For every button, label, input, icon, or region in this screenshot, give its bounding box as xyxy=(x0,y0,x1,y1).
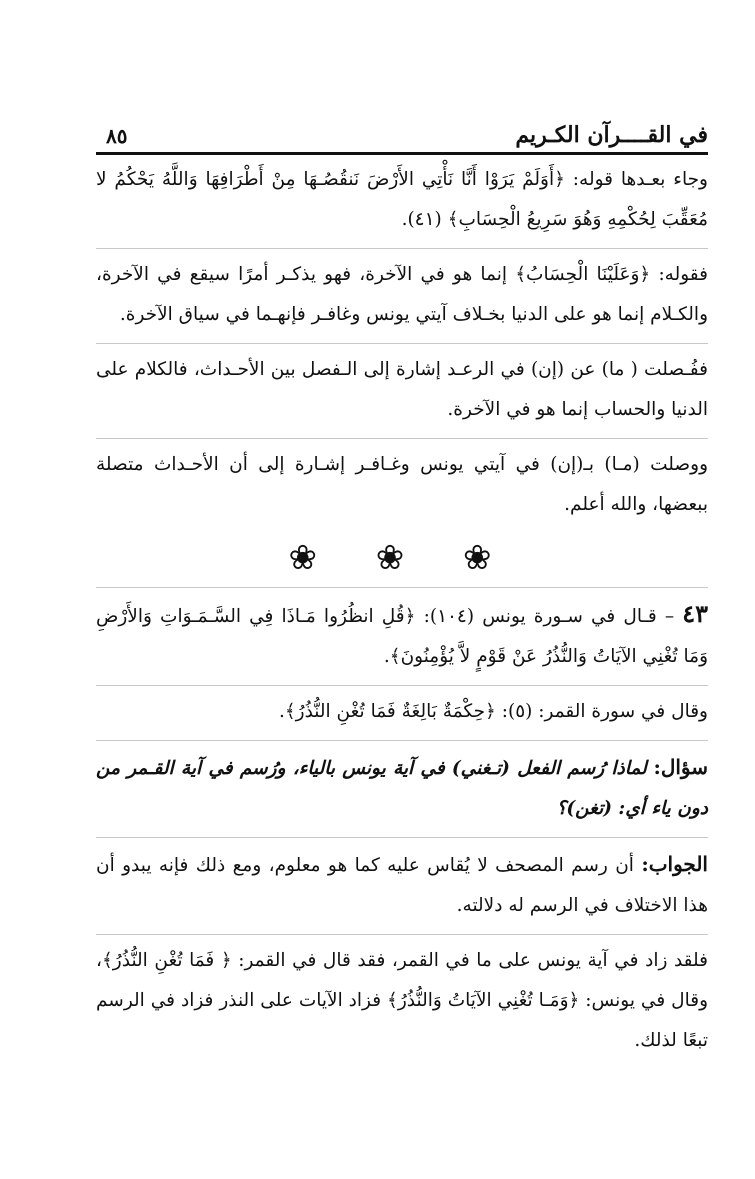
paragraph-1: وجاء بعـدها قوله: ﴿أَوَلَمْ يَرَوْا أَنَّا نَأْتِي الأَرْضَ نَنقُصُـهَا مِنْ أَطْرَافِهَا وَاللَّهُ يَحْكُمُ لا مُعَقِّبَ لِحُكْمِهِ وَهُوَ سَرِيعُ الْحِسَابِ﴾ (٤١). xyxy=(96,169,708,230)
paragraph-last: فلقد زاد في آية يونس على ما في القمر، فقد قال في القمر: ﴿ فَمَا تُغْنِ النُّذُرُ﴾، وقال في يونس: ﴿وَمَـا تُغْنِي الآيَاتُ وَالنُّذُرُ﴾ فزاد الآيات على النذر فزاد في الرسم تبعًا لذلك. xyxy=(96,934,708,1061)
answer-label: الجواب: xyxy=(641,852,708,876)
answer xyxy=(96,837,708,926)
page-header xyxy=(96,112,708,148)
running-title: في القــــرآن الكـريم xyxy=(515,122,708,148)
answer-text: أن رسم المصحف لا يُقاس عليه كما هو معلوم، ومع ذلك فإنه يبدو أن هذا الاختلاف في الرسم له دلالته. xyxy=(96,855,708,916)
section-43 xyxy=(96,587,708,677)
paragraph-3: ففُـصلت ( ما) عن (إن) في الرعـد إشارة إلى الـفصل بين الأحـداث، فالكلام على الدنيا والحساب إنما هو في الآخرة. xyxy=(96,343,708,430)
paragraph-qamar: وقال في سورة القمر: (٥): ﴿حِكْمَةٌ بَالِغَةٌ فَمَا تُغْنِ النُّذُرُ﴾. xyxy=(96,685,708,732)
flower-ornament: ❀ ❀ ❀ xyxy=(288,538,516,578)
section-number: ٤٣ xyxy=(682,599,708,628)
paragraph-2: فقوله: ﴿وَعَلَيْنَا الْحِسَابُ﴾ إنما هو في الآخرة، فهو يذكـر أمرًا سيقع في الآخرة، والكـلام إنما هو على الدنيا بخـلاف آيتي يونس وغافـر فإنهـما في سياق الآخرة. xyxy=(96,248,708,335)
question xyxy=(96,740,708,829)
question-text: لماذا رُسم الفعل (تـغني) في آية يونس بالياء، ورُسم في آية القـمر من دون ياء أي: (تغن)؟ xyxy=(96,758,708,819)
question-label: سؤال: xyxy=(653,755,708,779)
header-rule xyxy=(96,152,708,155)
page-number: ٨٥ xyxy=(106,124,128,148)
section-43-text: – قـال في سـورة يونس (١٠٤): ﴿قُلِ انظُرُوا مَـاذَا فِي السَّـمَـوَاتِ وَالأَرْضِ وَمَا تُغْنِي الآيَاتُ وَالنُّذُرُ عَنْ قَوْمٍ لاَّ يُؤْمِنُونَ﴾. xyxy=(96,606,708,667)
page-body xyxy=(96,160,708,1069)
paragraph-4: ووصلت (مـا) بـ(إن) في آيتي يونس وغـافـر إشـارة إلى أن الأحـداث متصلة ببعضها، والله أعلم. xyxy=(96,438,708,525)
